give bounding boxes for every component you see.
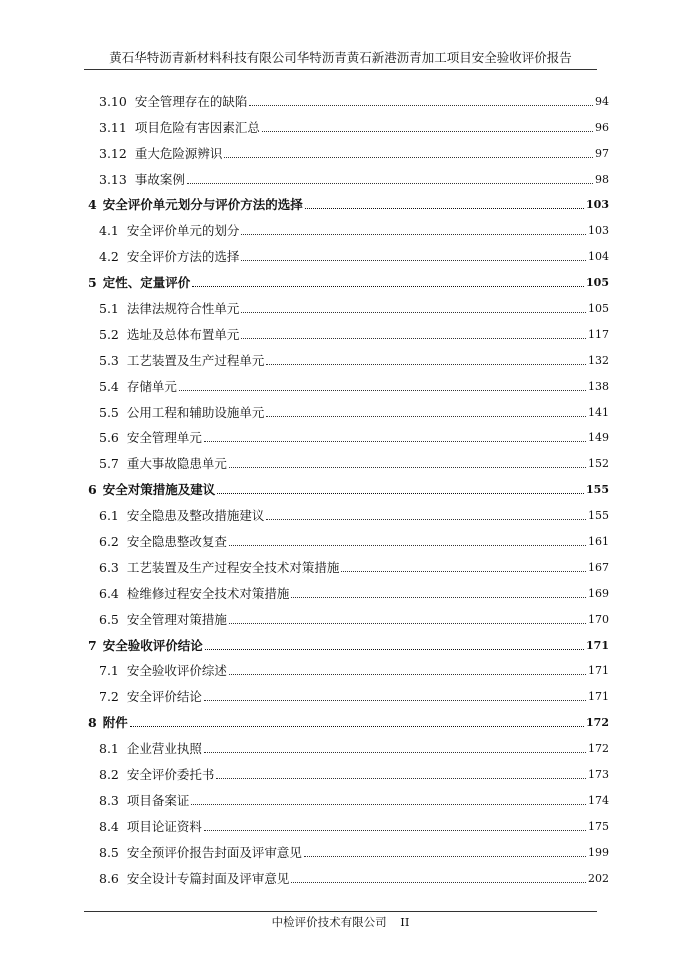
toc-entry-page: 167: [588, 560, 609, 574]
toc-entry-page: 94: [595, 94, 609, 108]
toc-entry-page: 98: [595, 172, 609, 186]
toc-entry-title: 安全隐患及整改措施建议: [126, 508, 265, 524]
toc-entry[interactable]: [88, 188, 609, 214]
toc-dot-leader: [341, 571, 586, 572]
toc-entry-title: 安全验收评价结论: [102, 637, 203, 653]
toc-entry-number: 7: [88, 637, 97, 653]
toc-entry[interactable]: [88, 576, 609, 602]
toc-entry-number: 4.2: [99, 249, 119, 265]
toc-entry-number: 6.4: [99, 585, 119, 601]
toc-entry-number: 6: [88, 482, 97, 498]
toc-entry-page: 97: [595, 146, 609, 160]
toc-entry-title: 重大事故隐患单元: [126, 456, 227, 472]
toc-dot-leader: [291, 882, 586, 883]
toc-dot-leader: [229, 674, 586, 675]
toc-entry-number: 6.5: [99, 611, 119, 627]
toc-entry-title: 安全管理存在的缺陷: [134, 93, 248, 109]
toc-entry[interactable]: [88, 421, 609, 447]
toc-entry-title: 项目危险有害因素汇总: [134, 119, 260, 135]
toc-entry-page: 199: [588, 845, 609, 859]
toc-entry-title: 附件: [102, 715, 128, 731]
page-footer: [84, 914, 597, 930]
toc-entry-title: 重大危险源辨识: [134, 145, 223, 161]
toc-entry-page: 103: [586, 198, 609, 212]
toc-entry-title: 项目论证资料: [126, 818, 202, 834]
toc-dot-leader: [291, 597, 586, 598]
toc-entry-page: 172: [586, 716, 609, 730]
toc-entry-page: 161: [588, 535, 609, 549]
toc-entry[interactable]: [88, 317, 609, 343]
toc-entry[interactable]: [88, 136, 609, 162]
toc-dot-leader: [130, 726, 584, 727]
footer-page-number: II: [400, 915, 410, 929]
toc-dot-leader: [224, 157, 593, 158]
toc-entry-number: 6.1: [99, 508, 119, 524]
toc-entry-number: 3.10: [99, 93, 127, 109]
toc-entry-page: 96: [595, 120, 609, 134]
header-title: 黄石华特沥青新材料科技有限公司华特沥青黄石新港沥青加工项目安全验收评价报告: [109, 50, 572, 65]
toc-entry[interactable]: [88, 524, 609, 550]
toc-dot-leader: [241, 234, 586, 235]
toc-dot-leader: [217, 493, 584, 494]
toc-entry-number: 8.5: [99, 844, 119, 860]
toc-entry[interactable]: [88, 498, 609, 524]
toc-entry-title: 项目备案证: [126, 792, 190, 808]
toc-entry-number: 4.1: [99, 223, 119, 239]
toc-entry-page: 172: [588, 742, 609, 756]
toc-entry-number: 8.2: [99, 767, 119, 783]
toc-entry-number: 5: [88, 275, 97, 291]
toc-entry-title: 存储单元: [126, 378, 177, 394]
page-header: [84, 47, 597, 70]
toc-entry[interactable]: [88, 446, 609, 472]
toc-entry-title: 安全隐患整改复查: [126, 534, 227, 550]
toc-dot-leader: [305, 208, 584, 209]
toc-entry-number: 6.3: [99, 559, 119, 575]
toc-entry[interactable]: [88, 550, 609, 576]
table-of-contents: [88, 84, 609, 887]
toc-entry[interactable]: [88, 835, 609, 861]
toc-dot-leader: [204, 700, 586, 701]
toc-entry[interactable]: [88, 731, 609, 757]
toc-entry-title: 安全预评价报告封面及评审意见: [126, 844, 302, 860]
toc-entry-number: 5.7: [99, 456, 119, 472]
toc-entry-page: 152: [588, 457, 609, 471]
toc-entry-number: 8.4: [99, 818, 119, 834]
toc-entry-title: 安全管理对策措施: [126, 611, 227, 627]
toc-entry-title: 定性、定量评价: [102, 275, 191, 291]
toc-dot-leader: [266, 364, 586, 365]
toc-entry-page: 141: [588, 405, 609, 419]
toc-entry-number: 8.1: [99, 741, 119, 757]
toc-dot-leader: [204, 441, 586, 442]
toc-entry-number: 8: [88, 715, 97, 731]
toc-entry-page: 103: [588, 224, 609, 238]
toc-entry-title: 工艺装置及生产过程单元: [126, 352, 265, 368]
toc-entry[interactable]: [88, 343, 609, 369]
toc-entry[interactable]: [88, 265, 609, 291]
toc-entry-page: 155: [588, 509, 609, 523]
toc-dot-leader: [216, 778, 586, 779]
toc-entry-title: 选址及总体布置单元: [126, 326, 240, 342]
toc-entry[interactable]: [88, 162, 609, 188]
toc-entry[interactable]: [88, 213, 609, 239]
toc-entry-number: 3.11: [99, 119, 127, 135]
toc-entry[interactable]: [88, 757, 609, 783]
toc-entry-title: 法律法规符合性单元: [126, 301, 240, 317]
toc-entry[interactable]: [88, 861, 609, 887]
toc-entry[interactable]: [88, 705, 609, 731]
toc-entry-number: 5.6: [99, 430, 119, 446]
toc-dot-leader: [229, 467, 586, 468]
toc-entry[interactable]: [88, 628, 609, 654]
toc-entry-number: 5.3: [99, 352, 119, 368]
toc-dot-leader: [241, 312, 586, 313]
toc-entry-title: 安全评价方法的选择: [126, 249, 240, 265]
toc-entry-number: 7.2: [99, 689, 119, 705]
toc-entry-title: 安全管理单元: [126, 430, 202, 446]
toc-entry-title: 事故案例: [134, 171, 185, 187]
toc-entry-number: 3.12: [99, 145, 127, 161]
toc-entry-title: 安全评价单元的划分: [126, 223, 240, 239]
toc-dot-leader: [192, 286, 584, 287]
toc-entry-number: 8.3: [99, 792, 119, 808]
toc-entry-number: 6.2: [99, 534, 119, 550]
toc-dot-leader: [205, 649, 584, 650]
footer-divider: [84, 911, 597, 912]
toc-entry[interactable]: [88, 239, 609, 265]
toc-entry-page: 170: [588, 612, 609, 626]
toc-dot-leader: [304, 856, 586, 857]
footer-company: 中检评价技术有限公司: [271, 915, 387, 929]
toc-entry-number: 3.13: [99, 171, 127, 187]
toc-entry-title: 工艺装置及生产过程安全技术对策措施: [126, 559, 340, 575]
toc-dot-leader: [179, 390, 586, 391]
toc-entry-number: 5.2: [99, 326, 119, 342]
toc-entry-title: 安全评价结论: [126, 689, 202, 705]
toc-entry-number: 5.4: [99, 378, 119, 394]
toc-entry[interactable]: [88, 472, 609, 498]
toc-entry-page: 202: [588, 871, 609, 885]
toc-dot-leader: [241, 338, 586, 339]
toc-entry-title: 安全评价单元划分与评价方法的选择: [102, 197, 303, 213]
toc-entry-page: 138: [588, 379, 609, 393]
toc-entry-page: 104: [588, 250, 609, 264]
toc-dot-leader: [229, 545, 586, 546]
toc-dot-leader: [262, 131, 593, 132]
toc-entry-number: 7.1: [99, 663, 119, 679]
toc-entry[interactable]: [88, 395, 609, 421]
toc-dot-leader: [266, 416, 586, 417]
toc-entry[interactable]: [88, 110, 609, 136]
toc-dot-leader: [229, 623, 586, 624]
toc-entry-page: 132: [588, 353, 609, 367]
toc-entry[interactable]: [88, 369, 609, 395]
toc-entry-page: 171: [588, 690, 609, 704]
toc-entry-number: 5.5: [99, 404, 119, 420]
toc-entry-page: 175: [588, 819, 609, 833]
toc-dot-leader: [204, 752, 586, 753]
toc-entry[interactable]: [88, 679, 609, 705]
toc-entry-title: 安全评价委托书: [126, 767, 215, 783]
toc-dot-leader: [249, 105, 593, 106]
toc-entry-title: 检维修过程安全技术对策措施: [126, 585, 290, 601]
toc-entry-page: 149: [588, 431, 609, 445]
toc-entry-number: 4: [88, 197, 97, 213]
toc-entry[interactable]: [88, 602, 609, 628]
toc-entry-page: 171: [586, 638, 609, 652]
toc-entry-page: 105: [588, 302, 609, 316]
toc-entry-number: 8.6: [99, 870, 119, 886]
toc-entry-page: 155: [586, 483, 609, 497]
toc-dot-leader: [187, 183, 593, 184]
toc-entry-page: 105: [586, 276, 609, 290]
toc-dot-leader: [191, 804, 586, 805]
toc-entry-page: 169: [588, 586, 609, 600]
toc-entry[interactable]: [88, 654, 609, 680]
toc-entry[interactable]: [88, 783, 609, 809]
toc-entry-page: 174: [588, 793, 609, 807]
toc-dot-leader: [241, 260, 586, 261]
toc-entry-title: 公用工程和辅助设施单元: [126, 404, 265, 420]
toc-entry-title: 安全对策措施及建议: [102, 482, 216, 498]
toc-entry-title: 企业营业执照: [126, 741, 202, 757]
toc-entry-title: 安全验收评价综述: [126, 663, 227, 679]
toc-entry[interactable]: [88, 84, 609, 110]
toc-entry-page: 171: [588, 664, 609, 678]
toc-entry[interactable]: [88, 291, 609, 317]
toc-entry-page: 173: [588, 768, 609, 782]
toc-entry-title: 安全设计专篇封面及评审意见: [126, 870, 290, 886]
toc-dot-leader: [266, 519, 586, 520]
toc-entry-page: 117: [588, 327, 609, 341]
toc-entry[interactable]: [88, 809, 609, 835]
toc-entry-number: 5.1: [99, 301, 119, 317]
toc-dot-leader: [204, 830, 586, 831]
